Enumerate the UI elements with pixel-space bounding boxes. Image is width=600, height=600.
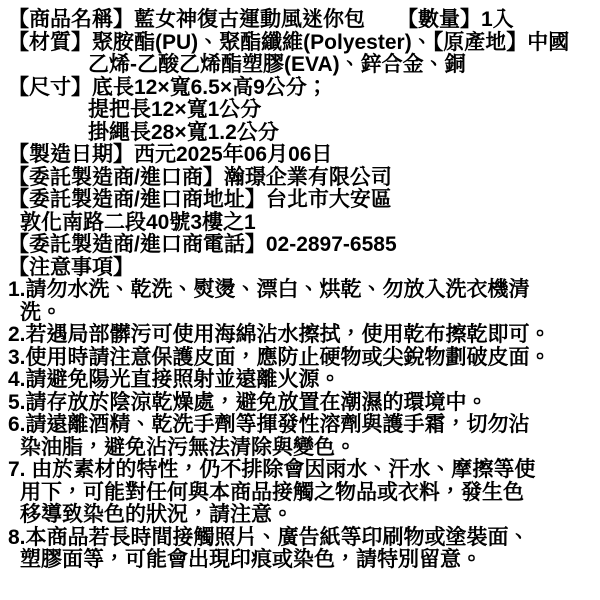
product-name-label: 【商品名稱】: [8, 8, 134, 31]
origin-value: 中國: [527, 30, 570, 54]
quantity-group: [397, 9, 514, 32]
quantity-label: 【數量】: [397, 8, 481, 31]
size-line-1: 底長12×寬6.5×高9公分；: [92, 75, 328, 99]
product-name: 藍女神復古運動風迷你包: [134, 8, 365, 31]
mfg-date-label: 【製造日期】: [8, 143, 134, 166]
material-row: [8, 32, 598, 55]
maker-address-line-1: 台北市大安區: [265, 188, 392, 211]
material-text-1: 聚胺酯(PU)、聚酯纖維(Polyester)、: [92, 30, 433, 54]
quantity-value: 1入: [481, 8, 514, 31]
maker-label: 【委託製造商/進口商】: [8, 165, 224, 189]
size-line-2: 提把長12×寬1公分: [88, 98, 262, 121]
note-line-8b: 塑膠面等，可能會出現印痕或染色，請特別留意。: [20, 548, 482, 571]
mfg-date-row: [8, 144, 598, 167]
note-line-4: 4.請避免陽光直接照射並遠離火源。: [8, 368, 341, 391]
note-line-5: 5.請存放於陰涼乾燥處，避免放置在潮濕的環境中。: [8, 390, 488, 414]
note-line-7: 7. 由於素材的特性，仍不排除會因雨水、汗水、摩擦等使: [8, 458, 536, 481]
maker-phone-value: 02-2897-6585: [265, 233, 397, 256]
note-line-1: 1.請勿水洗、乾洗、熨燙、漂白、烘乾、勿放入洗衣機清: [8, 278, 530, 301]
size-label: 【尺寸】: [8, 75, 92, 99]
note-line-3: 3.使用時請注意保護皮面，應防止硬物或尖銳物劃破皮面。: [8, 345, 551, 369]
maker-phone-label: 【委託製造商/進口商電話】: [8, 233, 266, 256]
material-text-2: 乙烯-乙酸乙烯酯塑膠(EVA)、鋅合金、銅: [88, 53, 466, 76]
size-row: [8, 77, 598, 100]
note-line-7b: 用下，可能對任何與本商品接觸之物品或衣料，發生色: [20, 480, 524, 504]
note-line-8: 8.本商品若長時間接觸照片、廣告紙等印刷物或塗裝面、: [8, 525, 530, 549]
note-line-6: 6.請遠離酒精、乾洗手劑等揮發性溶劑與護手霜，切勿沾: [8, 413, 530, 436]
note-line-2: 2.若遇局部髒污可使用海綿沾水擦拭，使用乾布擦乾即可。: [8, 323, 551, 346]
maker-address-row: [8, 189, 598, 212]
note-line-6b: 染油脂，避免沾污無法清除與變色。: [20, 435, 356, 459]
maker-row: [8, 167, 598, 190]
notes-heading: 【注意事項】: [8, 255, 134, 279]
maker-name: 瀚璟企業有限公司: [223, 165, 392, 189]
note-line-1b: 洗。: [20, 300, 62, 324]
origin-label: 【原產地】: [432, 30, 528, 54]
material-label: 【材質】: [8, 30, 92, 54]
product-name-row: [8, 9, 598, 32]
note-line-7c: 移導致染色的狀況，請注意。: [20, 503, 293, 526]
mfg-date-value: 西元2025年06月06日: [134, 143, 333, 166]
maker-phone-row: [8, 234, 598, 257]
maker-address-label: 【委託製造商/進口商地址】: [8, 188, 266, 211]
size-line-3: 掛繩長28×寬1.2公分: [88, 120, 279, 144]
maker-address-line-2: 敦化南路二段40號3樓之1: [20, 210, 256, 234]
